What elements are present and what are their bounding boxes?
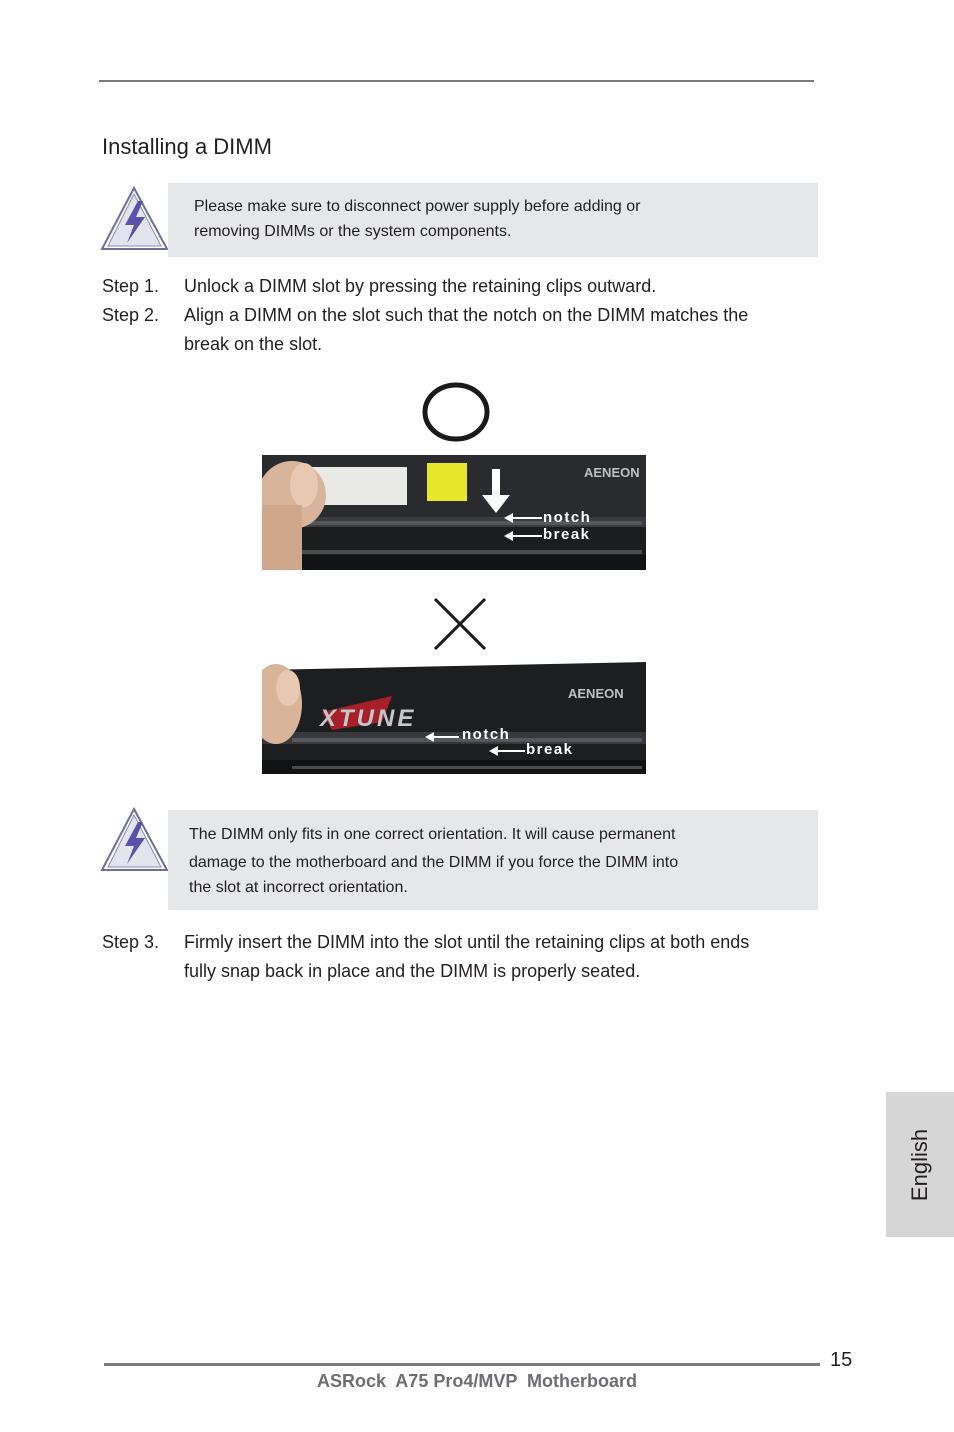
step-text: Firmly insert the DIMM into the slot until the retaining clips at both ends <box>184 932 750 952</box>
warning-box-power <box>168 183 818 257</box>
cross-icon <box>432 597 488 651</box>
notch-label: notch <box>543 509 592 526</box>
module-brand: AENEON <box>568 686 624 701</box>
arrow-icon <box>425 731 461 743</box>
warning-text-line: removing DIMMs or the system components. <box>194 223 512 240</box>
break-label: break <box>526 741 574 758</box>
module-brand: AENEON <box>584 465 640 480</box>
step-1 <box>102 272 822 302</box>
arrow-icon <box>504 530 544 542</box>
dimm-correct-photo <box>262 455 646 570</box>
footer-rule <box>104 1363 820 1366</box>
warning-text-line: damage to the motherboard and the DIMM if you force the DIMM into <box>189 854 679 871</box>
warning-text-line: Please make sure to disconnect power supply before adding or <box>194 198 641 215</box>
warning-text-line: The DIMM only fits in one correct orientation. It will cause permanent <box>189 826 676 843</box>
language-tab-label: English <box>907 1128 932 1201</box>
footer-product-name: ASRock A75 Pro4/MVP Motherboard <box>316 1371 638 1391</box>
warning-box-orientation <box>168 810 818 910</box>
circle-icon <box>420 380 492 444</box>
step-text: Align a DIMM on the slot such that the notch on the DIMM matches the <box>184 305 749 325</box>
step-number: Step 1. <box>102 276 160 296</box>
arrow-icon <box>489 745 527 757</box>
step-3 <box>102 928 822 988</box>
step-text: fully snap back in place and the DIMM is properly seated. <box>184 961 641 981</box>
language-tab <box>886 1092 954 1237</box>
lightning-warning-icon <box>100 185 170 255</box>
step-number: Step 3. <box>102 932 160 952</box>
step-text: break on the slot. <box>184 334 323 354</box>
module-logo: XTUNE <box>320 705 417 732</box>
lightning-warning-icon <box>100 806 170 876</box>
page-number: 15 <box>830 1349 853 1371</box>
step-number: Step 2. <box>102 305 160 325</box>
section-title: Installing a DIMM <box>102 134 272 159</box>
notch-label: notch <box>462 726 511 743</box>
arrow-icon <box>504 512 544 524</box>
warning-text-line: the slot at incorrect orientation. <box>189 879 408 896</box>
dimm-incorrect-photo <box>262 662 646 774</box>
break-label: break <box>543 526 591 543</box>
header-rule <box>99 80 814 82</box>
step-2 <box>102 301 822 361</box>
step-text: Unlock a DIMM slot by pressing the retaining clips outward. <box>184 276 657 296</box>
